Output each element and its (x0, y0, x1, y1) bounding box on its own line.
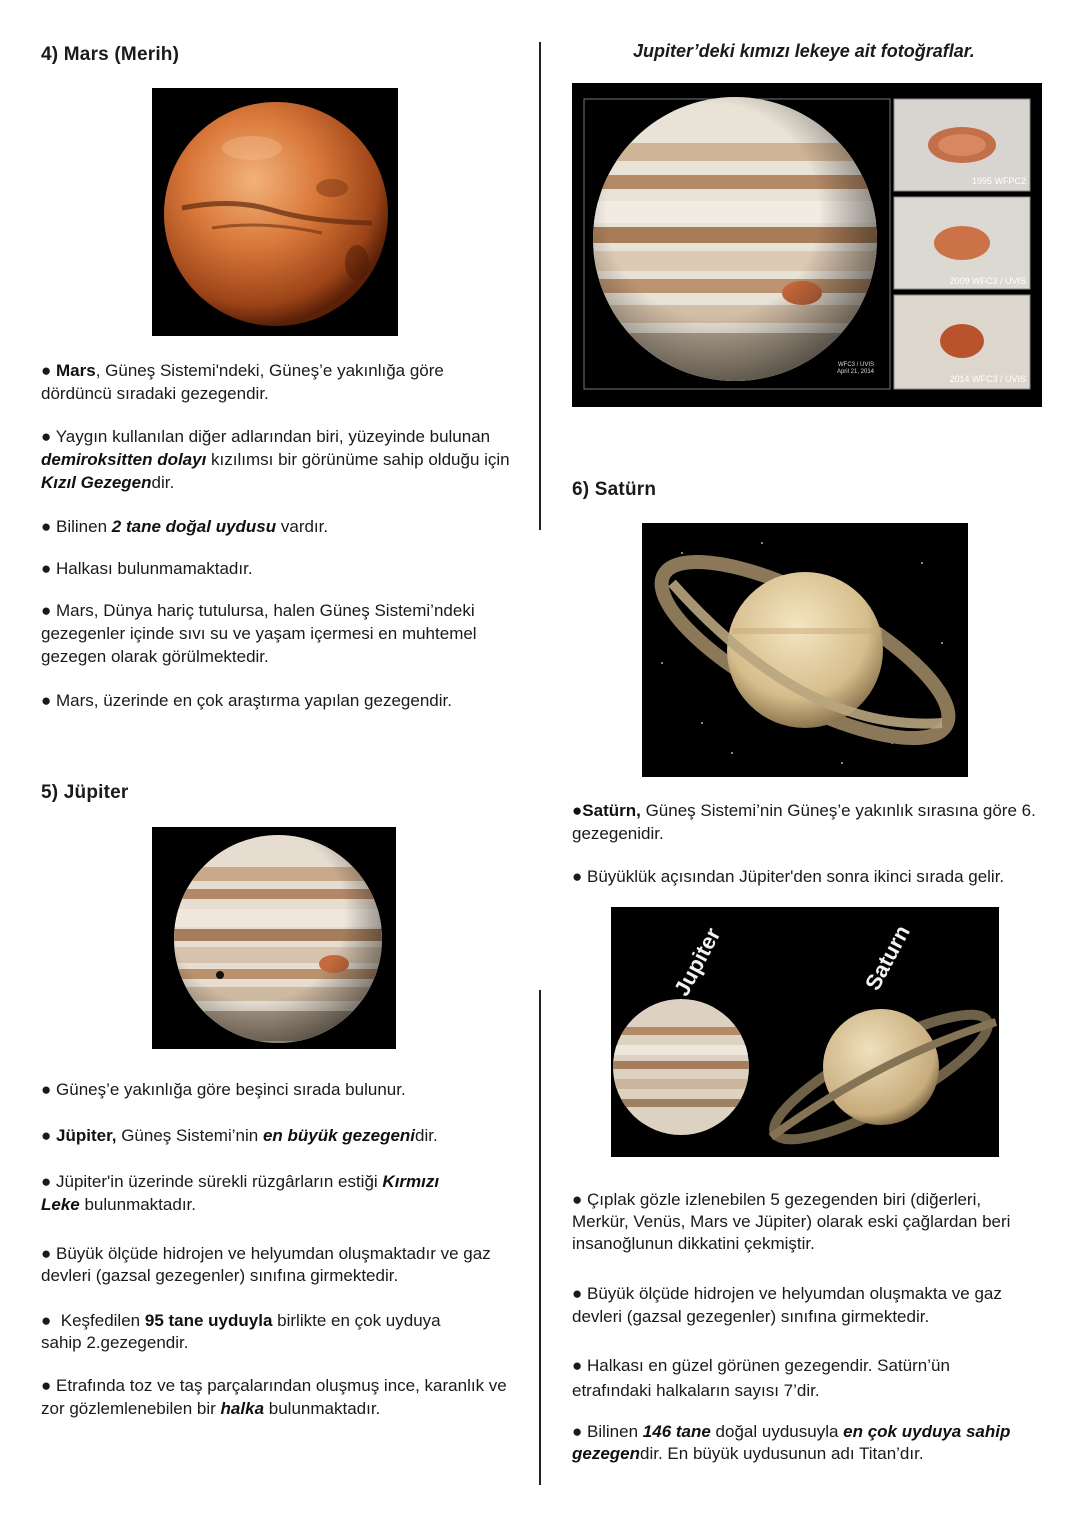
saturn-image (642, 523, 968, 777)
column-divider-top (539, 42, 541, 530)
thumb-label-1: 1995 WFPC2 (971, 176, 1026, 186)
mars-image (152, 88, 398, 336)
saturn-heading: 6) Satürn (572, 479, 657, 500)
red-spot-composite-image (572, 83, 1042, 407)
saturn-paragraph-3: ● Çıplak gözle izlenebilen 5 gezegenden biri (diğerleri, Merkür, Venüs, Mars ve Jüpiter) olarak eski çağlardan beri insanoğlunun dikkatini çekmiştir. (572, 1190, 1011, 1253)
jupiter-image (152, 827, 396, 1049)
saturn-paragraph-5: ● Halkası en güzel görünen gezegendir. Satürn’ün etrafındaki halkaların sayısı 7’dir. (572, 1356, 950, 1400)
saturn-paragraph-2: ● Büyüklük açısından Jüpiter'den sonra ikinci sırada gelir. (572, 867, 1005, 886)
main-photo-label: WFC3 / UVIS April 21, 2014 (836, 362, 874, 375)
jupiter-paragraph-5: ● Keşfedilen 95 tane uyduyla birlikte en çok uyduya sahip 2.gezegendir. (41, 1311, 441, 1352)
mars-paragraph-3: ● Bilinen 2 tane doğal uydusu vardır. (41, 517, 329, 536)
saturn-paragraph-6: ● Bilinen 146 tane doğal uydusuyla en çok uyduya sahip gezegendir. En büyük uydusunun adı Titan’dır. (572, 1422, 1011, 1463)
mars-paragraph-2: ● Yaygın kullanılan diğer adlarından biri, yüzeyinde bulunan demiroksitten dolayı kızılımsı bir görünüme sahip olduğu için Kızıl Gezegendir. (41, 427, 510, 492)
mars-paragraph-5: ● Mars, Dünya hariç tutulursa, halen Güneş Sistemi’ndeki gezegenler içinde sıvı su ve yaşam içermesi en muhtemel gezegen olarak görülmektedir. (41, 601, 477, 666)
jupiter-paragraph-4: ● Büyük ölçüde hidrojen ve helyumdan oluşmaktadır ve gaz devleri (gazsal gezegenler) sınıfına girmektedir. (41, 1244, 491, 1285)
compare-label-saturn: Saturn (860, 921, 915, 995)
red-spot-caption: Jupiter’deki kımızı lekeye ait fotoğraflar. (633, 41, 975, 61)
column-divider-bottom (539, 990, 541, 1485)
mars-paragraph-4: ● Halkası bulunmamaktadır. (41, 559, 253, 578)
mars-heading: 4) Mars (Merih) (41, 44, 180, 65)
jupiter-heading: 5) Jüpiter (41, 782, 129, 803)
jupiter-paragraph-6: ● Etrafında toz ve taş parçalarından oluşmuş ince, karanlık ve zor gözlemlenebilen bir halka bulunmaktadır. (41, 1376, 507, 1418)
saturn-paragraph-4: ● Büyük ölçüde hidrojen ve helyumdan oluşmakta ve gaz devleri (gazsal gezegenler) sınıfına girmektedir. (572, 1284, 1002, 1326)
mars-paragraph-1: ● Mars, Güneş Sistemi'ndeki, Güneş’e yakınlığa göre dördüncü sıradaki gezegendir. (41, 361, 444, 403)
jupiter-saturn-comparison-image (611, 907, 999, 1157)
jupiter-paragraph-2: ● Jüpiter, Güneş Sistemi’nin en büyük gezegenidir. (41, 1126, 438, 1145)
compare-label-jupiter: Jupiter (668, 923, 726, 1001)
thumb-label-2: 2009 WFC3 / UVIS (949, 276, 1026, 286)
jupiter-paragraph-3: ● Jüpiter'in üzerinde sürekli rüzgârların estiği Kırmızı Leke bulunmaktadır. (41, 1172, 440, 1214)
saturn-paragraph-1: ●Satürn, Güneş Sistemi’nin Güneş’e yakınlık sırasına göre 6. gezegenidir. (572, 801, 1036, 843)
jupiter-paragraph-1: ● Güneş’e yakınlığa göre beşinci sırada bulunur. (41, 1080, 406, 1099)
thumb-label-3: 2014 WFC3 / UVIS (949, 374, 1026, 384)
mars-paragraph-6: ● Mars, üzerinde en çok araştırma yapılan gezegendir. (41, 691, 452, 710)
